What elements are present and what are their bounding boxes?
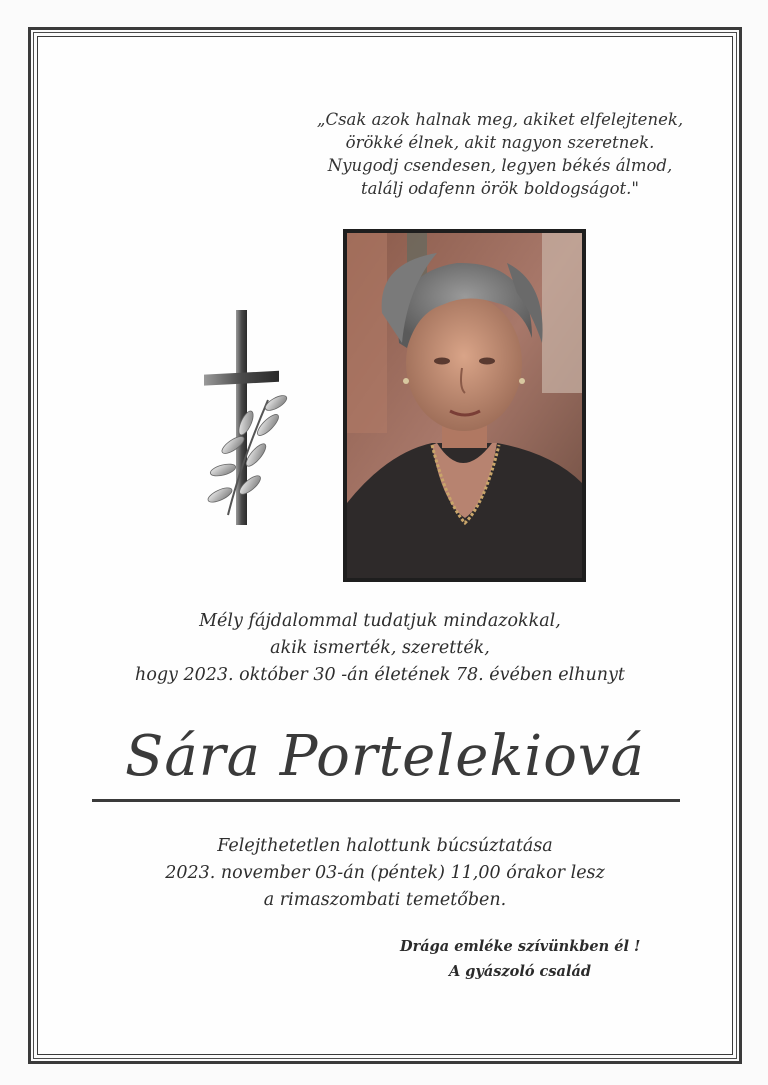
announcement-line: akik ismerték, szerették,: [270, 638, 490, 658]
name-underline: [92, 799, 680, 802]
portrait-photo: [347, 233, 582, 578]
memorial-quote: [300, 108, 700, 200]
remembrance-line: Drága emléke szívünkben él !: [400, 938, 641, 955]
cross-with-olive-branch-icon: [198, 305, 293, 530]
quote-line: örökké élnek, akit nagyon szeretnek.: [345, 133, 655, 152]
announcement-line: hogy 2023. október 30 -án életének 78. évében elhunyt: [135, 665, 625, 685]
deceased-name: Sára Portelekiová: [125, 724, 645, 789]
signature-line: A gyászoló család: [449, 963, 591, 980]
announcement-line: Mély fájdalommal tudatjuk mindazokkal,: [199, 611, 561, 631]
funeral-line: Felejthetetlen halottunk búcsúztatása: [217, 836, 553, 856]
quote-line: Nyugodj csendesen, legyen békés álmod,: [327, 156, 673, 175]
closing-note: [400, 934, 640, 984]
death-announcement: [90, 608, 670, 689]
funeral-line: a rimaszombati temetőben.: [263, 890, 507, 910]
funeral-line: 2023. november 03-án (péntek) 11,00 órakor lesz: [165, 863, 605, 883]
quote-line: találj odafenn örök boldogságot.": [360, 179, 640, 198]
portrait-photo-frame: [343, 229, 586, 582]
funeral-details: [120, 833, 650, 914]
quote-line: „Csak azok halnak meg, akiket elfelejtenek,: [316, 110, 684, 129]
